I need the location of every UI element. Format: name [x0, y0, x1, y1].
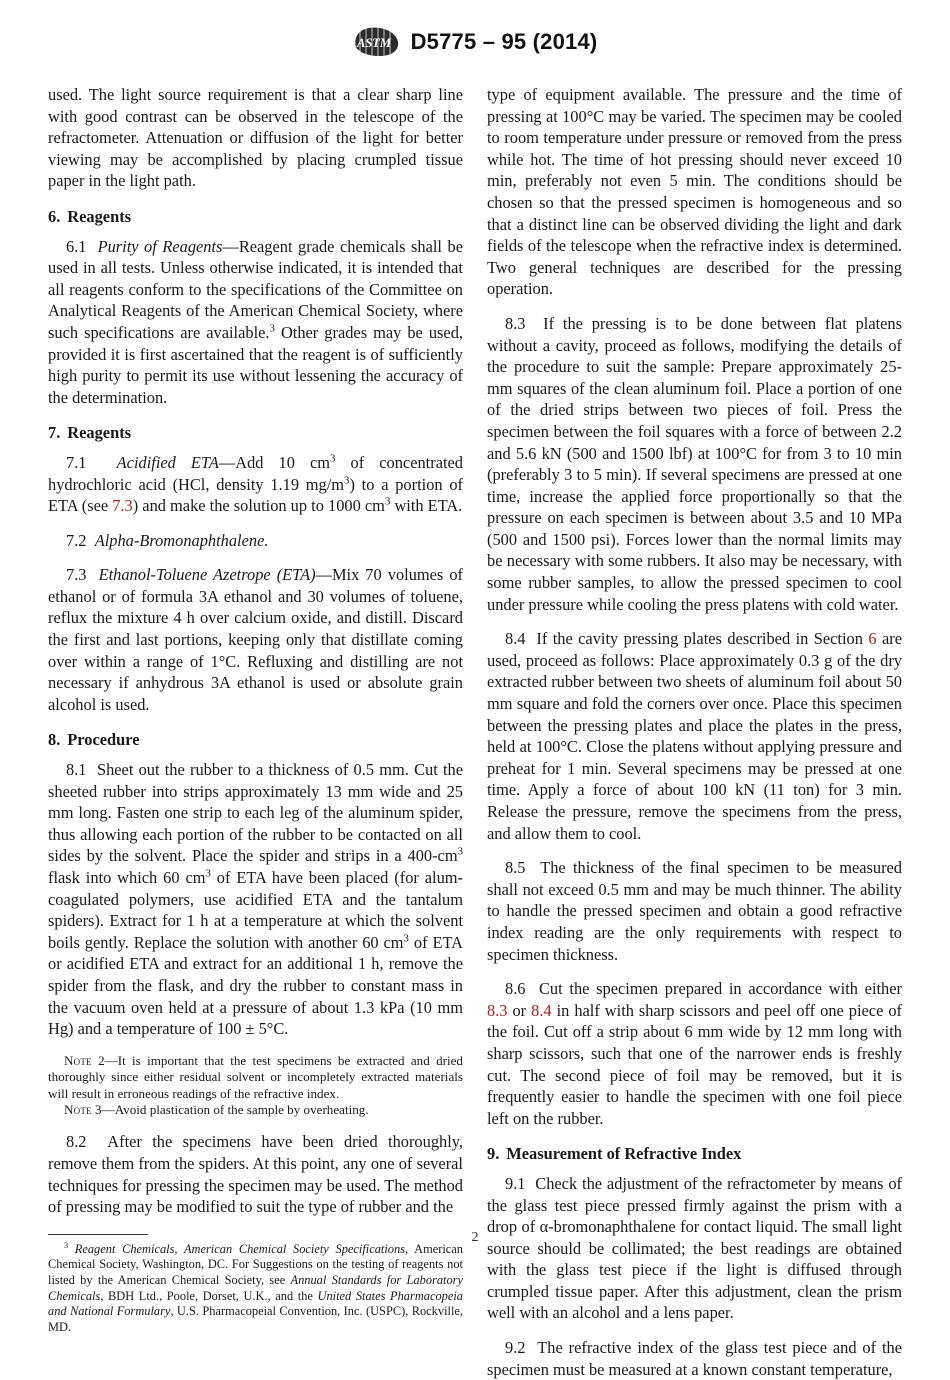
paragraph-8-4-number: 8.4	[505, 629, 526, 649]
footnote-marker-3[interactable]: 3	[269, 322, 275, 335]
note-2-number: 2	[91, 1052, 105, 1068]
footnote-block	[48, 1234, 463, 1336]
paragraph-7-1-term: Acidified ETA	[116, 452, 219, 472]
section-7-number: 7.	[48, 423, 61, 443]
paragraph-7-2-term: Alpha-Bromonaphthalene.	[94, 530, 269, 550]
paragraph-8-6-number: 8.6	[505, 979, 526, 999]
document-designation: D5775 – 95 (2014)	[410, 29, 598, 54]
footnote-3-italic-3: United States Pharmacopeia and National Formulary	[48, 1288, 463, 1319]
paragraph-8-1-text-a: Sheet out the rubber to a thickness of 0.5 mm. Cut the sheeted rubber into strips approximately 13 mm wide and 25 mm long. Fasten one strip to each leg of the aluminum spider, thus allowing each portion of the rubber to be contacted on all sides by the solvent. Place the spider and strips in a 400-cm	[48, 760, 464, 866]
note-2-text: —It is important that the test specimens be extracted and dried thoroughly since either residual solvent or incompletely extracted materials will result in erroneous readings of the refractive index.	[48, 1052, 463, 1101]
paragraph-8-1	[48, 759, 463, 1040]
paragraph-8-4-text-b: are used, proceed as follows: Place approximately 0.3 g of the dry extracted rubber between two sheets of aluminum foil about 50 mm square and fold the corners over once. Place this specimen between the pressing plates and place the plates in the press, held at 100°C. Close the platens without applying pressure and preheat for 1 min. Several specimens may be pressed at one time. Apply a force of about 100 kN (11 ton) for 3 min. Release the pressure, remove the specimens from the press, and allow them to cool.	[487, 629, 902, 843]
page-number: 2	[471, 1230, 479, 1245]
paragraph-8-2	[48, 1131, 463, 1217]
footnote-3-italic-2: Annual Standards for Laboratory Chemicals	[48, 1272, 463, 1303]
svg-text:ASTM: ASTM	[356, 36, 391, 50]
note-2	[48, 1053, 463, 1102]
section-7-title: Reagents	[67, 423, 132, 443]
section-9-number: 9.	[487, 1144, 500, 1164]
cross-reference-link-8-4[interactable]: 8.4	[531, 1000, 552, 1020]
astm-logo-icon	[353, 27, 399, 57]
paragraph-8-4-text-a: If the cavity pressing plates described in Section	[536, 629, 869, 649]
footnote-3-text-3: , U.S. Pharmacopeial Convention, Inc. (USPC), Rockville, MD.	[48, 1304, 463, 1334]
paragraph-7-3-number: 7.3	[66, 565, 87, 585]
two-column-body	[48, 84, 902, 1380]
paragraph-9-2-text: The refractive index of the glass test piece and of the specimen must be measured at a known constant temperature,	[487, 1338, 902, 1379]
superscript-cubed-3: 3	[384, 495, 391, 508]
footnote-3-marker: 3	[64, 1240, 69, 1250]
paragraph-continued-8-2: type of equipment available. The pressure and the time of pressing at 100°C may be varied. The specimen may be cooled to room temperature under pressure or removed from the press while hot. The time of hot pressing should never exceed 10 min, preferably not even 5 min. The conditions should be chosen so that the pressed specimen is homogeneous and so that a distinct line can be observed dividing the light and dark fields of the telescope when the refractive index is determined. Two general techniques are described for the pressing operation.	[487, 85, 902, 299]
page-header	[48, 0, 902, 84]
note-3-text: —Avoid plastication of the sample by overheating.	[101, 1101, 369, 1117]
superscript-cubed-2: 3	[344, 474, 350, 487]
paragraph-8-1-text-c: of ETA have been placed (for alum-coagulated polymers, use acidified ETA and the tantalum spiders). Extract for 1 h at a temperature at which the solvent boils gently. Replace the solution with another 60 cm	[48, 868, 463, 952]
paragraph-8-3-number: 8.3	[505, 313, 526, 333]
paragraph-7-1-text-d: ) and make the solution up to 1000 cm	[132, 496, 385, 516]
footnote-3-italic-1: Reagent Chemicals, American Chemical Society Specifications	[74, 1241, 406, 1256]
paragraph-9-1-number: 9.1	[505, 1173, 526, 1193]
paragraph-7-1	[48, 452, 463, 517]
paragraph-7-3-text: —Mix 70 volumes of ethanol or of formula 3A ethanol and 30 volumes of toluene, reflux the mixture 4 h over calcium oxide, and distill. Discard the first and last portions, keeping only that distillate coming over within a range of 1°C. Refluxing and distilling are not necessary if anhydrous 3A ethanol is used or absolute grain alcohol is used.	[48, 565, 463, 714]
paragraph-7-2-number: 7.2	[66, 530, 87, 550]
footnote-3	[48, 1242, 463, 1336]
paragraph-8-6	[487, 978, 902, 1129]
paragraph-6-1-number: 6.1	[66, 236, 87, 256]
paragraph-7-1-text-c: ) to a portion of ETA (see	[48, 474, 464, 516]
paragraph-8-6-text-c: in half with sharp scissors and peel off one piece of the foil. Cut off a strip about 6 mm wide by 12 mm long with sharp scissors, such that one of the narrower ends is freshly cut. The second piece of foil may be removed, but it is frequently easier to handle the specimen with one foil piece left on the rubber.	[487, 1000, 902, 1128]
paragraph-7-1-number: 7.1	[66, 452, 87, 472]
note-3	[48, 1102, 463, 1118]
paragraph-continued-from-previous-page: used. The light source requirement is that a clear sharp line with good contrast can be observed in the telescope of the refractometer. Attenuation or diffusion of the light for better viewing may be accomplished by placing crumpled tissue paper in the light path.	[48, 85, 463, 191]
paragraph-8-1-number: 8.1	[66, 760, 87, 780]
paragraph-8-5-number: 8.5	[505, 858, 526, 878]
paragraph-6-1-text-b: Other grades may be used, provided it is first ascertained that the reagent is of sufficiently high purity to permit its use without lessening the accuracy of the determination.	[48, 322, 463, 407]
superscript-cubed-4: 3	[457, 845, 463, 858]
superscript-cubed-6: 3	[403, 932, 409, 945]
paragraph-8-2-number: 8.2	[66, 1132, 87, 1152]
paragraph-7-3-term: Ethanol-Toluene Azetrope (ETA)	[98, 565, 316, 585]
paragraph-7-3	[48, 564, 463, 715]
footnote-3-text-2: , BDH Ltd., Poole, Dorset, U.K., and the	[100, 1288, 318, 1303]
section-6-number: 6.	[48, 206, 61, 226]
section-heading-8	[48, 729, 463, 751]
paragraph-8-5	[487, 857, 902, 965]
cross-reference-link-section-6[interactable]: 6	[868, 629, 877, 649]
section-8-title: Procedure	[67, 730, 140, 750]
section-heading-7	[48, 422, 463, 444]
section-heading-6	[48, 206, 463, 228]
section-8-number: 8.	[48, 730, 61, 750]
paragraph-8-3	[487, 313, 902, 615]
paragraph-7-2	[48, 530, 463, 552]
paragraph-8-2-text: After the specimens have been dried thoroughly, remove them from the spiders. At this point, any one of several techniques for pressing the specimen may be used. The method of pressing may be modified to suit the type of rubber and the	[48, 1132, 463, 1217]
left-column	[48, 84, 463, 1335]
paragraph-8-4	[487, 628, 902, 844]
cross-reference-link-8-3[interactable]: 8.3	[487, 1000, 508, 1020]
paragraph-7-1-text-b: of concentrated hydrochloric acid (HCl, density 1.19 mg/m	[48, 452, 463, 494]
cross-reference-link-7-3[interactable]: 7.3	[112, 496, 133, 516]
superscript-cubed-5: 3	[205, 867, 211, 880]
section-heading-9	[487, 1143, 902, 1165]
paragraph-6-1-text-a: —Reagent grade chemicals shall be used in all tests. Unless otherwise indicated, it is intended that all reagents conform to the specifications of the Committee on Analytical Reagents of the American Chemical Society, where such specifications are available.	[48, 236, 463, 342]
paragraph-6-1-term: Purity of Reagents	[97, 236, 223, 256]
superscript-cubed-1: 3	[330, 452, 336, 465]
footnote-3-text-1: , American Chemical Society, Washington, DC. For Suggestions on the testing of reagents not listed by the American Chemical Society, see	[48, 1241, 463, 1287]
paragraph-8-6-text-b: or	[507, 1000, 532, 1020]
note-3-label: Note	[64, 1101, 92, 1117]
paragraph-8-1-text-b: flask into which 60 cm	[48, 868, 206, 887]
note-2-label: Note	[64, 1052, 92, 1068]
paragraph-9-1-text: Check the adjustment of the refractometer by means of the glass test piece pressed firmly against the prism with a drop of α-bromonaphthalene for contact liquid. The small light source should be collimated; the best readings are obtained with the glass test piece if the light is diffused through crumpled tissue paper. After this adjustment, clean the prism well with an alcohol and a lens paper.	[487, 1173, 902, 1323]
paragraph-8-6-text-a: Cut the specimen prepared in accordance with either	[538, 979, 902, 999]
section-9-title: Measurement of Refractive Index	[506, 1144, 742, 1164]
paragraph-9-2	[487, 1337, 902, 1380]
paragraph-8-5-text: The thickness of the final specimen to be measured shall not exceed 0.5 mm and may be much thinner. The ability to handle the pressed specimen and obtain a good refractive index reading are the only requirements with respect to specimen thickness.	[487, 858, 902, 964]
paragraph-7-1-text-e: with ETA.	[390, 496, 463, 516]
paragraph-8-1-text-d: of ETA or acidified ETA and extract for an additional 1 h, remove the spider from the flask, and dry the rubber to constant mass in the vacuum oven held at a pressure of about 1.3 kPa (10 mm Hg) and a temperature of 100 ± 5°C.	[48, 932, 463, 1039]
paragraph-7-1-text-a: —Add 10 cm	[218, 452, 331, 472]
paragraph-9-2-number: 9.2	[505, 1338, 526, 1358]
paragraph-6-1	[48, 236, 463, 409]
paragraph-9-1	[487, 1173, 902, 1324]
paragraph-8-3-text: If the pressing is to be done between flat platens without a cavity, proceed as follows, modifying the details of the procedure to suit the sample: Prepare approximately 25-mm squares of the clean aluminum foil. Place a portion of one of the dried strips between two pieces of foil. Press the specimen between the foil squares with a force of between 2.2 and 5.6 kN (500 and 1500 lbf) at 100°C for from 3 to 10 min (preferably 3 to 5 min). If several specimens are pressed at one time, increase the applied force proportionally so that the pressure on each specimen is between about 3.5 and 10 MPa (500 and 1500 psi). Forces lower than the normal limits may be necessary with some rubbers. It also may be necessary, with some rubber samples, to allow the pressed specimen to cool under pressure while cooling the press platens with cold water.	[487, 313, 902, 614]
section-6-title: Reagents	[67, 206, 132, 226]
note-3-number: 3	[91, 1101, 102, 1117]
right-column	[487, 84, 902, 1380]
